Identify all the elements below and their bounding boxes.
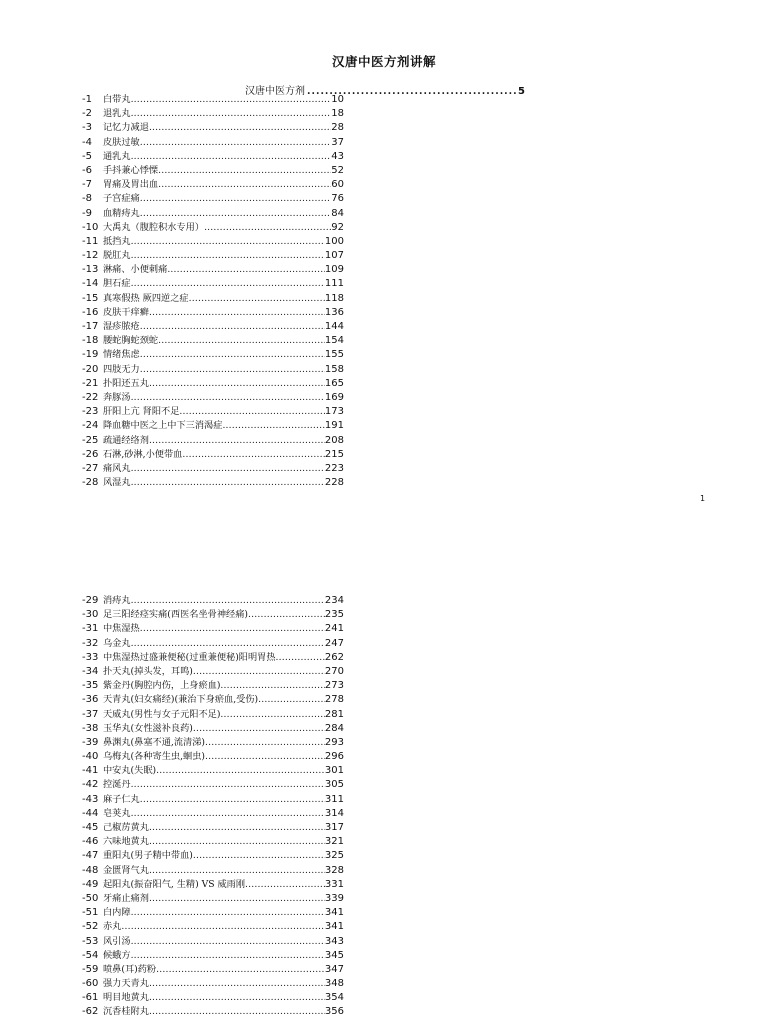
toc-entry[interactable] bbox=[82, 963, 344, 977]
dot-leader bbox=[149, 121, 331, 135]
dot-leader bbox=[131, 637, 325, 651]
toc-entry[interactable] bbox=[82, 793, 344, 807]
toc-entry-label: 真寒假热 厥四逆之症 bbox=[103, 292, 189, 304]
toc-entry-number: -62 bbox=[82, 1006, 99, 1018]
dot-leader bbox=[149, 1005, 325, 1019]
toc-entry[interactable] bbox=[82, 892, 344, 906]
toc-entry-number: -51 bbox=[82, 907, 99, 919]
dot-leader bbox=[158, 334, 325, 348]
dot-leader bbox=[156, 764, 325, 778]
toc-entry-number: -32 bbox=[82, 637, 99, 649]
toc-header-label: 汉唐中医方剂 bbox=[245, 86, 305, 97]
toc-entry[interactable] bbox=[82, 377, 344, 391]
toc-entry-label: 候蛾方 bbox=[103, 949, 131, 961]
toc-entry-number: -53 bbox=[82, 935, 99, 947]
toc-entry-number: -14 bbox=[82, 278, 99, 290]
dot-leader bbox=[140, 793, 325, 807]
toc-entry-number: -8 bbox=[82, 193, 92, 205]
toc-entry-label: 中焦湿热过盛兼便秘(过重兼便秘)阳明胃热 bbox=[103, 651, 276, 663]
toc-entry-page: 111 bbox=[324, 278, 344, 290]
toc-entry-page: 347 bbox=[324, 963, 344, 975]
toc-entry-label: 石淋,砂淋,小便带血 bbox=[103, 448, 183, 460]
toc-entry-number: -27 bbox=[82, 462, 99, 474]
toc-entry-page: 247 bbox=[324, 637, 344, 649]
dot-leader bbox=[140, 320, 325, 334]
toc-entry-number: -3 bbox=[82, 122, 92, 134]
toc-entry-number: -46 bbox=[82, 836, 99, 848]
toc-entry[interactable] bbox=[82, 977, 344, 991]
toc-entry-number: -13 bbox=[82, 264, 99, 276]
toc-entry-label: 玉华丸(女性滋补良药) bbox=[103, 722, 193, 734]
dot-leader bbox=[131, 906, 325, 920]
toc-entry-label: 乌金丸 bbox=[103, 637, 131, 649]
dot-leader bbox=[149, 991, 325, 1005]
toc-entry[interactable] bbox=[82, 391, 344, 405]
toc-entry-number: -4 bbox=[82, 136, 92, 148]
toc-entry-page: 43 bbox=[331, 150, 344, 162]
toc-entry-number: -2 bbox=[82, 108, 92, 120]
dot-leader bbox=[140, 192, 332, 206]
toc-entry-number: -48 bbox=[82, 864, 99, 876]
toc-entry-label: 疏通经络剂 bbox=[103, 434, 149, 446]
toc-entry-number: -16 bbox=[82, 306, 99, 318]
toc-entry[interactable] bbox=[82, 334, 344, 348]
toc-entry-label: 鼻渊丸(鼻塞不通,流清涕) bbox=[103, 736, 205, 748]
dot-leader bbox=[245, 878, 325, 892]
toc-entry-label: 乌梅丸(各种寄生虫,蛔虫) bbox=[103, 751, 205, 763]
toc-entry-page: 345 bbox=[324, 949, 344, 961]
dot-leader bbox=[193, 849, 325, 863]
dot-leader bbox=[205, 736, 325, 750]
toc-entry-page: 215 bbox=[324, 448, 344, 460]
dot-leader bbox=[131, 935, 325, 949]
toc-entry-page: 169 bbox=[324, 391, 344, 403]
toc-entry[interactable] bbox=[82, 849, 344, 863]
toc-entry-label: 己椒苈黄丸 bbox=[103, 822, 149, 833]
toc-entry-page: 118 bbox=[324, 292, 344, 304]
dot-leader bbox=[258, 693, 325, 707]
toc-entry-label: 扑阳还五丸 bbox=[103, 377, 149, 389]
toc-entry-page: 343 bbox=[324, 935, 344, 947]
dot-leader bbox=[149, 892, 325, 906]
toc-entry-label: 血精痔丸 bbox=[103, 207, 140, 219]
toc-entry-label: 胃痛及胃出血 bbox=[103, 179, 159, 191]
toc-entry-label: 大禹丸（腹腔积水专用） bbox=[103, 221, 205, 233]
toc-entry-page: 356 bbox=[324, 1006, 344, 1018]
dot-leader bbox=[131, 93, 332, 107]
toc-entry-number: -1 bbox=[82, 94, 92, 105]
dot-leader bbox=[156, 963, 325, 977]
dot-leader bbox=[131, 476, 325, 490]
toc-entry-label: 奔豚汤 bbox=[103, 391, 131, 403]
toc-entry[interactable] bbox=[82, 136, 344, 150]
toc-entry-page: 305 bbox=[324, 779, 344, 791]
toc-entry-number: -47 bbox=[82, 850, 99, 862]
toc-entry-label: 记忆力减退 bbox=[103, 122, 149, 134]
toc-entry-page: 154 bbox=[324, 335, 344, 347]
toc-entry-page: 37 bbox=[331, 136, 344, 148]
toc-entry-page: 18 bbox=[331, 108, 344, 120]
dot-leader bbox=[179, 405, 324, 419]
toc-entry-number: -26 bbox=[82, 448, 99, 460]
toc-entry[interactable] bbox=[82, 750, 344, 764]
toc-entry-number: -25 bbox=[82, 434, 99, 446]
toc-entry-label: 腰蛇胸蛇颈蛇 bbox=[103, 335, 159, 347]
toc-entry[interactable] bbox=[82, 462, 344, 476]
toc-entry-label: 脱肛丸 bbox=[103, 250, 131, 262]
toc-entry-label: 足三阳经痉实痛(西医名坐骨神经痛) bbox=[103, 609, 248, 621]
toc-entry-page: 262 bbox=[324, 651, 344, 663]
toc-entry-page: 273 bbox=[324, 680, 344, 692]
toc-entry-label: 明目地黄丸 bbox=[103, 992, 149, 1004]
dot-leader bbox=[149, 835, 325, 849]
toc-entry-page: 296 bbox=[324, 751, 344, 763]
toc-entry[interactable] bbox=[82, 637, 344, 651]
dot-leader bbox=[220, 679, 324, 693]
toc-entry-label: 退乳丸 bbox=[103, 108, 131, 120]
toc-entry-number: -49 bbox=[82, 878, 99, 890]
dot-leader bbox=[149, 977, 325, 991]
toc-entry-page: 301 bbox=[324, 765, 344, 777]
toc-entry[interactable] bbox=[82, 419, 344, 433]
toc-entry-page: 92 bbox=[331, 221, 344, 233]
dot-leader bbox=[158, 164, 331, 178]
toc-entry-page: 235 bbox=[324, 609, 344, 621]
toc-entry[interactable] bbox=[82, 764, 344, 778]
toc-entry-label: 强力天青丸 bbox=[103, 978, 149, 990]
toc-entry[interactable] bbox=[82, 651, 344, 665]
toc-entry-page: 311 bbox=[324, 793, 344, 805]
toc-entry-page: 100 bbox=[324, 235, 344, 247]
toc-entry[interactable] bbox=[82, 434, 344, 448]
dot-leader bbox=[140, 136, 332, 150]
dot-leader bbox=[193, 665, 325, 679]
toc-entry-page: 234 bbox=[324, 595, 344, 606]
toc-entry-label: 白内障 bbox=[103, 907, 131, 919]
dot-leader bbox=[222, 419, 324, 433]
toc-entry-page: 241 bbox=[324, 623, 344, 635]
toc-entry-label: 风湿丸 bbox=[103, 477, 131, 489]
toc-entry-label: 中焦湿热 bbox=[103, 623, 140, 635]
toc-entry[interactable] bbox=[82, 679, 344, 693]
toc-entry-label: 通乳丸 bbox=[103, 150, 131, 162]
toc-entry-label: 赤丸 bbox=[103, 921, 122, 933]
toc-entry[interactable] bbox=[82, 807, 344, 821]
toc-entry-label: 皮肤干痒癣 bbox=[103, 306, 149, 318]
toc-entry[interactable] bbox=[82, 320, 344, 334]
toc-entry-number: -6 bbox=[82, 164, 92, 176]
toc-entry-number: -38 bbox=[82, 722, 99, 734]
toc-entry-label: 金匮肾气丸 bbox=[103, 864, 149, 876]
toc-entry[interactable] bbox=[82, 821, 344, 835]
page-number: 1 bbox=[700, 494, 706, 503]
dot-leader bbox=[189, 292, 325, 306]
toc-entry-number: -59 bbox=[82, 963, 99, 975]
dot-leader bbox=[131, 807, 325, 821]
toc-list-part-2 bbox=[82, 594, 344, 1020]
toc-entry[interactable] bbox=[82, 778, 344, 792]
toc-entry-page: 321 bbox=[324, 836, 344, 848]
toc-entry-page: 270 bbox=[324, 665, 344, 677]
toc-entry[interactable] bbox=[82, 991, 344, 1005]
toc-entry-label: 淋痛、小便刺痛 bbox=[103, 264, 168, 276]
dot-leader bbox=[205, 750, 325, 764]
toc-entry-page: 325 bbox=[324, 850, 344, 862]
toc-entry-page: 28 bbox=[331, 122, 344, 134]
toc-entry-page: 109 bbox=[324, 264, 344, 276]
toc-entry-number: -31 bbox=[82, 623, 99, 635]
toc-entry[interactable] bbox=[82, 622, 344, 636]
dot-leader bbox=[158, 178, 331, 192]
toc-entry-page: 341 bbox=[324, 907, 344, 919]
toc-entry-label: 肝阳上亢 肾阳不足 bbox=[103, 406, 180, 418]
toc-entry[interactable] bbox=[82, 164, 344, 178]
toc-entry-label: 喷鼻(耳)药粉 bbox=[103, 963, 157, 975]
toc-entry-label: 白带丸 bbox=[103, 94, 131, 105]
toc-entry[interactable] bbox=[82, 920, 344, 934]
toc-entry[interactable] bbox=[82, 594, 344, 608]
toc-entry-label: 六味地黄丸 bbox=[103, 836, 149, 848]
dot-leader bbox=[149, 306, 325, 320]
toc-entry-page: 60 bbox=[331, 179, 344, 191]
dot-leader bbox=[131, 949, 325, 963]
toc-entry[interactable] bbox=[82, 608, 344, 622]
toc-entry-label: 起阳丸(振奋阳气, 生精) VS 威雨刚 bbox=[103, 878, 246, 890]
dot-leader bbox=[140, 363, 325, 377]
dot-leader bbox=[204, 221, 331, 235]
toc-entry-number: -41 bbox=[82, 765, 99, 777]
toc-entry[interactable] bbox=[82, 178, 344, 192]
toc-entry-label: 皂荚丸 bbox=[103, 807, 131, 819]
toc-entry-page: 191 bbox=[324, 420, 344, 432]
toc-entry-label: 子宫症痛 bbox=[103, 193, 140, 205]
dot-leader bbox=[131, 150, 332, 164]
toc-entry-label: 重阳丸(男子精中带血) bbox=[103, 850, 193, 862]
toc-entry-number: -40 bbox=[82, 751, 99, 763]
toc-entry-label: 天威丸(男性与女子元阳不足) bbox=[103, 708, 221, 720]
toc-entry-number: -60 bbox=[82, 978, 99, 990]
toc-entry-label: 牙痛止痛剂 bbox=[103, 892, 149, 904]
toc-entry-page: 281 bbox=[324, 708, 344, 720]
toc-entry-label: 手抖兼心悸慄 bbox=[103, 164, 159, 176]
toc-entry-number: -42 bbox=[82, 779, 99, 791]
toc-entry-number: -35 bbox=[82, 680, 99, 692]
toc-entry-label: 胆石症 bbox=[103, 278, 131, 290]
toc-header-page: 5 bbox=[518, 86, 525, 97]
toc-entry[interactable] bbox=[82, 835, 344, 849]
dot-leader bbox=[149, 864, 325, 878]
toc-entry-page: 341 bbox=[324, 921, 344, 933]
toc-entry-page: 339 bbox=[324, 892, 344, 904]
dot-leader bbox=[193, 722, 325, 736]
toc-entry-page: 208 bbox=[324, 434, 344, 446]
dot-leader bbox=[131, 594, 325, 608]
toc-entry-number: -9 bbox=[82, 207, 92, 219]
toc-entry[interactable] bbox=[82, 935, 344, 949]
toc-entry[interactable] bbox=[82, 448, 344, 462]
toc-entry-number: -52 bbox=[82, 921, 99, 933]
toc-entry-number: -28 bbox=[82, 477, 99, 489]
toc-list-part-1 bbox=[82, 93, 344, 490]
document-title: 汉唐中医方剂讲解 bbox=[331, 54, 436, 69]
toc-entry-number: -45 bbox=[82, 822, 99, 833]
toc-entry[interactable] bbox=[82, 121, 344, 135]
dot-leader bbox=[131, 277, 325, 291]
toc-entry-label: 四肢无力 bbox=[103, 363, 140, 375]
toc-entry-number: -10 bbox=[82, 221, 99, 233]
toc-entry[interactable] bbox=[82, 864, 344, 878]
toc-entry-label: 麻子仁丸 bbox=[103, 793, 140, 805]
toc-entry-page: 10 bbox=[331, 94, 344, 105]
toc-entry[interactable] bbox=[82, 235, 344, 249]
toc-entry-page: 136 bbox=[324, 306, 344, 318]
dot-leader bbox=[140, 207, 332, 221]
toc-entry-page: 84 bbox=[331, 207, 344, 219]
toc-entry-label: 降血糖中医之上中下三消渴症 bbox=[103, 420, 223, 432]
toc-entry-page: 317 bbox=[324, 822, 344, 833]
toc-entry-number: -24 bbox=[82, 420, 99, 432]
toc-entry-label: 沉香桂附丸 bbox=[103, 1006, 149, 1018]
dot-leader bbox=[149, 821, 325, 835]
toc-entry-label: 情绪焦虑 bbox=[103, 349, 140, 361]
toc-entry-number: -39 bbox=[82, 736, 99, 748]
toc-entry[interactable] bbox=[82, 949, 344, 963]
toc-entry-page: 354 bbox=[324, 992, 344, 1004]
dot-leader bbox=[140, 622, 325, 636]
toc-entry-number: -21 bbox=[82, 377, 99, 389]
toc-entry-label: 扑天丸(掉头发，耳鸣) bbox=[103, 665, 193, 677]
toc-entry-number: -5 bbox=[82, 150, 92, 162]
toc-entry[interactable] bbox=[82, 292, 344, 306]
toc-entry[interactable] bbox=[82, 1005, 344, 1019]
dot-leader bbox=[121, 920, 325, 934]
toc-entry-label: 抵挡丸 bbox=[103, 235, 131, 247]
toc-entry-number: -34 bbox=[82, 665, 99, 677]
toc-entry-number: -18 bbox=[82, 335, 99, 347]
toc-entry-label: 消痔丸 bbox=[103, 595, 131, 606]
toc-entry[interactable] bbox=[82, 263, 344, 277]
dot-leader bbox=[131, 235, 325, 249]
toc-entry-number: -36 bbox=[82, 694, 99, 706]
dot-leader bbox=[131, 462, 325, 476]
toc-entry[interactable] bbox=[82, 906, 344, 920]
toc-entry[interactable] bbox=[82, 348, 344, 362]
toc-entry-page: 107 bbox=[324, 250, 344, 262]
toc-entry-number: -43 bbox=[82, 793, 99, 805]
toc-entry-page: 223 bbox=[324, 462, 344, 474]
toc-entry[interactable] bbox=[82, 207, 344, 221]
toc-entry-number: -17 bbox=[82, 321, 99, 332]
toc-entry-page: 158 bbox=[324, 363, 344, 375]
toc-entry-number: -22 bbox=[82, 391, 99, 403]
toc-entry[interactable] bbox=[82, 476, 344, 490]
toc-entry[interactable] bbox=[82, 736, 344, 750]
toc-entry[interactable] bbox=[82, 693, 344, 707]
toc-entry-number: -37 bbox=[82, 708, 99, 720]
toc-entry[interactable] bbox=[82, 249, 344, 263]
toc-entry-page: 328 bbox=[324, 864, 344, 876]
toc-entry[interactable] bbox=[82, 150, 344, 164]
dot-leader bbox=[149, 377, 325, 391]
toc-entry-number: -20 bbox=[82, 363, 99, 375]
toc-entry-label: 天青丸(妇女痛经)(兼治下身瘀血,受伤) bbox=[103, 694, 259, 706]
dot-leader bbox=[167, 263, 325, 277]
toc-entry[interactable] bbox=[82, 107, 344, 121]
toc-entry-number: -33 bbox=[82, 651, 99, 663]
toc-entry-label: 湿疹脓疮 bbox=[103, 321, 140, 332]
toc-entry-label: 紫金丹(胸腔内伤，上身瘀血) bbox=[103, 680, 221, 692]
toc-entry-page: 155 bbox=[324, 349, 344, 361]
toc-entry[interactable] bbox=[82, 306, 344, 320]
dot-leader bbox=[131, 107, 332, 121]
toc-entry-page: 284 bbox=[324, 722, 344, 734]
dot-leader bbox=[220, 708, 324, 722]
dot-leader bbox=[131, 249, 325, 263]
toc-entry-number: -50 bbox=[82, 892, 99, 904]
toc-entry-page: 314 bbox=[324, 807, 344, 819]
dot-leader bbox=[149, 434, 325, 448]
toc-entry-page: 76 bbox=[331, 193, 344, 205]
toc-entry-label: 痛风丸 bbox=[103, 462, 131, 474]
toc-entry-label: 风引汤 bbox=[103, 935, 131, 947]
toc-entry[interactable] bbox=[82, 722, 344, 736]
toc-entry[interactable] bbox=[82, 93, 344, 107]
toc-entry[interactable] bbox=[82, 192, 344, 206]
toc-entry[interactable] bbox=[82, 708, 344, 722]
toc-entry-page: 331 bbox=[324, 878, 344, 890]
toc-entry-number: -44 bbox=[82, 807, 99, 819]
toc-entry-page: 348 bbox=[324, 978, 344, 990]
dot-leader bbox=[131, 778, 325, 792]
toc-entry-number: -30 bbox=[82, 609, 99, 621]
toc-entry-number: -11 bbox=[82, 235, 99, 247]
toc-entry-page: 228 bbox=[324, 477, 344, 489]
toc-entry-page: 52 bbox=[331, 164, 344, 176]
toc-entry-number: -29 bbox=[82, 595, 99, 606]
toc-entry-number: -7 bbox=[82, 179, 92, 191]
dot-leader bbox=[131, 391, 325, 405]
toc-entry[interactable] bbox=[82, 277, 344, 291]
toc-entry-page: 165 bbox=[324, 377, 344, 389]
toc-entry[interactable] bbox=[82, 363, 344, 377]
dot-leader bbox=[248, 608, 325, 622]
toc-entry-number: -15 bbox=[82, 292, 99, 304]
toc-entry-label: 中安丸(失眠) bbox=[103, 765, 157, 777]
toc-entry[interactable] bbox=[82, 878, 344, 892]
toc-entry-label: 皮肤过敏 bbox=[103, 136, 140, 148]
toc-entry-page: 144 bbox=[324, 321, 344, 332]
toc-entry[interactable] bbox=[82, 665, 344, 679]
toc-entry-number: -23 bbox=[82, 406, 99, 418]
toc-entry-page: 173 bbox=[324, 406, 344, 418]
dot-leader bbox=[182, 448, 325, 462]
toc-entry-number: -61 bbox=[82, 992, 99, 1004]
toc-entry-label: 控涎丹 bbox=[103, 779, 131, 791]
toc-entry[interactable] bbox=[82, 405, 344, 419]
toc-entry-page: 293 bbox=[324, 736, 344, 748]
dot-leader bbox=[140, 348, 325, 362]
toc-entry-number: -12 bbox=[82, 250, 99, 262]
dot-leader bbox=[276, 651, 325, 665]
toc-entry-number: -19 bbox=[82, 349, 99, 361]
toc-entry[interactable] bbox=[82, 221, 344, 235]
toc-entry-number: -54 bbox=[82, 949, 99, 961]
toc-entry-page: 278 bbox=[324, 694, 344, 706]
